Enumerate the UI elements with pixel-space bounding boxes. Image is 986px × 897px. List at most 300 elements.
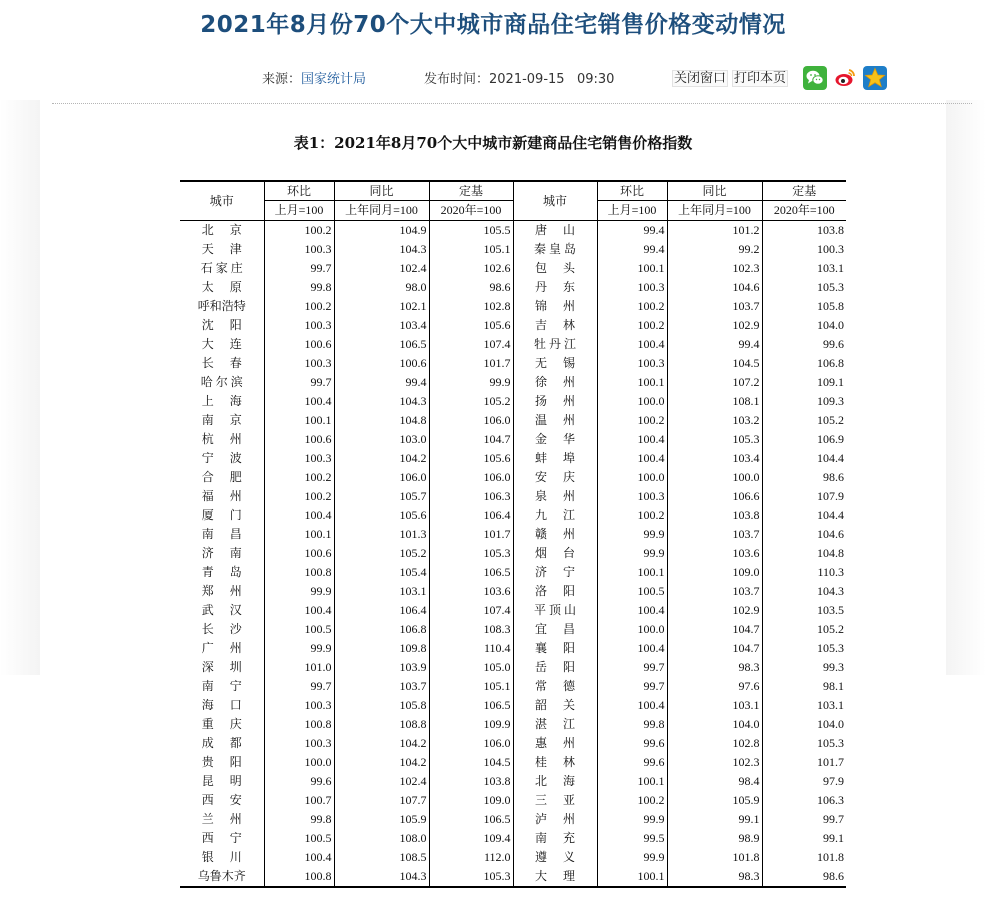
city-name: 韶关 xyxy=(535,698,575,712)
base-index-cell: 106.3 xyxy=(429,487,513,506)
city-name: 合肥 xyxy=(201,470,242,484)
city-cell xyxy=(513,221,597,241)
mom-index-cell: 100.8 xyxy=(264,715,334,734)
city-cell xyxy=(513,392,597,411)
city-cell xyxy=(180,297,264,316)
city-cell xyxy=(180,810,264,829)
yoy-index-cell: 99.4 xyxy=(667,335,762,354)
base-index-cell: 104.7 xyxy=(429,430,513,449)
mom-index-cell: 100.3 xyxy=(597,487,667,506)
yoy-index-cell: 103.9 xyxy=(334,658,429,677)
yoy-index-cell: 106.8 xyxy=(334,620,429,639)
mom-index-cell: 100.6 xyxy=(264,430,334,449)
qzone-share-button[interactable] xyxy=(863,66,887,90)
city-name: 丹东 xyxy=(535,280,575,294)
city-name: 重庆 xyxy=(201,717,242,731)
yoy-index-cell: 104.8 xyxy=(334,411,429,430)
yoy-index-cell: 105.6 xyxy=(334,506,429,525)
base-index-cell: 97.9 xyxy=(762,772,846,791)
base-index-cell: 105.3 xyxy=(429,867,513,887)
city-cell xyxy=(513,468,597,487)
base-index-cell: 106.0 xyxy=(429,468,513,487)
base-index-cell: 104.5 xyxy=(429,753,513,772)
weibo-share-button[interactable] xyxy=(833,66,857,90)
yoy-index-cell: 98.9 xyxy=(667,829,762,848)
city-cell xyxy=(180,601,264,620)
table-row xyxy=(180,316,846,335)
base-index-cell: 100.3 xyxy=(762,240,846,259)
city-name: 北京 xyxy=(201,223,242,237)
city-name: 长沙 xyxy=(201,622,242,636)
city-name: 昆明 xyxy=(201,774,242,788)
base-index-cell: 103.1 xyxy=(762,259,846,278)
city-name: 南宁 xyxy=(201,679,242,693)
yoy-index-cell: 102.4 xyxy=(334,772,429,791)
table-row xyxy=(180,468,846,487)
mom-index-cell: 99.8 xyxy=(597,715,667,734)
yoy-index-cell: 102.3 xyxy=(667,753,762,772)
mom-index-cell: 100.5 xyxy=(597,582,667,601)
city-cell xyxy=(513,791,597,810)
mom-index-cell: 100.2 xyxy=(264,468,334,487)
city-cell xyxy=(180,411,264,430)
mom-index-cell: 100.7 xyxy=(264,791,334,810)
city-cell xyxy=(180,392,264,411)
mom-index-cell: 99.6 xyxy=(264,772,334,791)
table-row xyxy=(180,753,846,772)
yoy-index-cell: 104.7 xyxy=(667,620,762,639)
city-cell xyxy=(180,335,264,354)
source-value: 国家统计局 xyxy=(301,72,367,87)
base-index-cell: 105.2 xyxy=(429,392,513,411)
yoy-index-cell: 101.3 xyxy=(334,525,429,544)
page-title: 2021年8月份70个大中城市商品住宅销售价格变动情况 xyxy=(200,12,786,38)
yoy-index-cell: 102.8 xyxy=(667,734,762,753)
mom-index-cell: 100.3 xyxy=(264,449,334,468)
city-cell xyxy=(513,772,597,791)
base-index-cell: 99.7 xyxy=(762,810,846,829)
city-cell xyxy=(180,848,264,867)
qzone-icon xyxy=(863,66,887,90)
header-city-right: 城市 xyxy=(513,181,597,221)
yoy-index-cell: 105.7 xyxy=(334,487,429,506)
table-row xyxy=(180,430,846,449)
table-row xyxy=(180,335,846,354)
city-name: 杭州 xyxy=(201,432,242,446)
city-name: 平顶山 xyxy=(534,603,576,617)
mom-index-cell: 100.2 xyxy=(597,297,667,316)
city-name: 唐山 xyxy=(535,223,575,237)
table-row xyxy=(180,525,846,544)
base-index-cell: 104.6 xyxy=(762,525,846,544)
mom-index-cell: 100.2 xyxy=(597,411,667,430)
city-name: 九江 xyxy=(535,508,575,522)
city-name: 牡丹江 xyxy=(534,337,576,351)
mom-index-cell: 100.4 xyxy=(597,639,667,658)
city-cell xyxy=(180,525,264,544)
yoy-index-cell: 104.3 xyxy=(334,867,429,887)
yoy-index-cell: 108.8 xyxy=(334,715,429,734)
city-cell xyxy=(513,620,597,639)
city-cell xyxy=(180,221,264,241)
city-cell xyxy=(513,810,597,829)
city-cell xyxy=(180,563,264,582)
base-index-cell: 103.6 xyxy=(429,582,513,601)
publish-label: 发布时间： xyxy=(424,72,490,87)
city-name: 惠州 xyxy=(535,736,575,750)
city-name: 西宁 xyxy=(201,831,242,845)
base-index-cell: 105.6 xyxy=(429,449,513,468)
table-row xyxy=(180,772,846,791)
base-index-cell: 102.6 xyxy=(429,259,513,278)
base-index-cell: 106.9 xyxy=(762,430,846,449)
city-cell xyxy=(180,753,264,772)
base-index-cell: 105.3 xyxy=(762,734,846,753)
yoy-index-cell: 103.8 xyxy=(667,506,762,525)
header-base-right: 定基 xyxy=(762,181,846,201)
yoy-index-cell: 103.7 xyxy=(667,582,762,601)
city-cell xyxy=(513,601,597,620)
city-cell xyxy=(513,278,597,297)
mom-index-cell: 99.9 xyxy=(597,810,667,829)
city-name: 上海 xyxy=(201,394,242,408)
city-cell xyxy=(180,734,264,753)
mom-index-cell: 99.9 xyxy=(597,544,667,563)
yoy-index-cell: 105.9 xyxy=(667,791,762,810)
mom-index-cell: 100.0 xyxy=(597,392,667,411)
city-cell xyxy=(180,430,264,449)
city-cell xyxy=(513,582,597,601)
mom-index-cell: 100.3 xyxy=(264,354,334,373)
city-name: 锦州 xyxy=(535,299,575,313)
city-cell xyxy=(180,677,264,696)
publish-value: 2021-09-15 09:30 xyxy=(489,72,615,87)
yoy-index-cell: 107.7 xyxy=(334,791,429,810)
mom-index-cell: 100.6 xyxy=(264,544,334,563)
mom-index-cell: 99.5 xyxy=(597,829,667,848)
yoy-index-cell: 100.6 xyxy=(334,354,429,373)
city-name: 大连 xyxy=(201,337,242,351)
base-index-cell: 106.8 xyxy=(762,354,846,373)
yoy-index-cell: 103.7 xyxy=(667,297,762,316)
base-index-cell: 101.7 xyxy=(762,753,846,772)
base-index-cell: 109.4 xyxy=(429,829,513,848)
header-divider xyxy=(52,103,972,104)
header-mom-right: 环比 xyxy=(597,181,667,201)
city-cell xyxy=(180,696,264,715)
base-index-cell: 106.3 xyxy=(762,791,846,810)
city-name: 贵阳 xyxy=(201,755,242,769)
table-row xyxy=(180,658,846,677)
table-row xyxy=(180,715,846,734)
subheader-yoy-left: 上年同月=100 xyxy=(334,201,429,221)
table-row xyxy=(180,601,846,620)
yoy-index-cell: 106.6 xyxy=(667,487,762,506)
table-row xyxy=(180,810,846,829)
mom-index-cell: 100.4 xyxy=(597,696,667,715)
yoy-index-cell: 101.2 xyxy=(667,221,762,241)
mom-index-cell: 100.2 xyxy=(597,316,667,335)
base-index-cell: 107.4 xyxy=(429,335,513,354)
base-index-cell: 104.0 xyxy=(762,316,846,335)
yoy-index-cell: 104.2 xyxy=(334,734,429,753)
mom-index-cell: 100.3 xyxy=(264,316,334,335)
mom-index-cell: 100.3 xyxy=(597,278,667,297)
base-index-cell: 105.3 xyxy=(762,639,846,658)
city-cell xyxy=(513,506,597,525)
city-cell xyxy=(180,544,264,563)
base-index-cell: 99.6 xyxy=(762,335,846,354)
mom-index-cell: 100.1 xyxy=(264,411,334,430)
base-index-cell: 99.9 xyxy=(429,373,513,392)
yoy-index-cell: 108.0 xyxy=(334,829,429,848)
mom-index-cell: 99.7 xyxy=(597,658,667,677)
base-index-cell: 103.8 xyxy=(429,772,513,791)
mom-index-cell: 99.9 xyxy=(597,848,667,867)
yoy-index-cell: 102.1 xyxy=(334,297,429,316)
mom-index-cell: 100.6 xyxy=(264,335,334,354)
city-name: 成都 xyxy=(201,736,242,750)
mom-index-cell: 100.8 xyxy=(264,867,334,887)
yoy-index-cell: 103.0 xyxy=(334,430,429,449)
city-name: 无锡 xyxy=(535,356,575,370)
mom-index-cell: 99.7 xyxy=(264,259,334,278)
yoy-index-cell: 104.3 xyxy=(334,392,429,411)
yoy-index-cell: 108.1 xyxy=(667,392,762,411)
city-cell xyxy=(513,563,597,582)
city-name: 金华 xyxy=(535,432,575,446)
city-name: 常德 xyxy=(535,679,575,693)
city-cell xyxy=(513,544,597,563)
table-row xyxy=(180,829,846,848)
mom-index-cell: 99.7 xyxy=(264,677,334,696)
base-index-cell: 99.3 xyxy=(762,658,846,677)
wechat-share-button[interactable] xyxy=(803,66,827,90)
base-index-cell: 105.5 xyxy=(429,221,513,241)
city-cell xyxy=(513,259,597,278)
yoy-index-cell: 109.0 xyxy=(667,563,762,582)
base-index-cell: 109.0 xyxy=(429,791,513,810)
yoy-index-cell: 104.9 xyxy=(334,221,429,241)
base-index-cell: 109.1 xyxy=(762,373,846,392)
mom-index-cell: 100.3 xyxy=(597,354,667,373)
city-name: 银川 xyxy=(201,850,242,864)
left-shade xyxy=(0,100,40,675)
city-cell xyxy=(513,658,597,677)
mom-index-cell: 100.4 xyxy=(597,430,667,449)
table-row xyxy=(180,791,846,810)
city-name: 哈尔滨 xyxy=(200,375,243,389)
base-index-cell: 106.5 xyxy=(429,563,513,582)
base-index-cell: 98.6 xyxy=(429,278,513,297)
yoy-index-cell: 107.2 xyxy=(667,373,762,392)
table-row xyxy=(180,240,846,259)
city-name: 呼和浩特 xyxy=(197,299,246,313)
table-row xyxy=(180,582,846,601)
subheader-yoy-right: 上年同月=100 xyxy=(667,201,762,221)
base-index-cell: 101.8 xyxy=(762,848,846,867)
city-name: 扬州 xyxy=(535,394,575,408)
mom-index-cell: 100.3 xyxy=(264,696,334,715)
city-name: 洛阳 xyxy=(535,584,575,598)
table-row xyxy=(180,487,846,506)
mom-index-cell: 99.9 xyxy=(597,525,667,544)
yoy-index-cell: 104.3 xyxy=(334,240,429,259)
city-cell xyxy=(180,468,264,487)
base-index-cell: 110.3 xyxy=(762,563,846,582)
mom-index-cell: 100.1 xyxy=(597,259,667,278)
mom-index-cell: 100.4 xyxy=(597,449,667,468)
city-cell xyxy=(180,373,264,392)
city-cell xyxy=(180,354,264,373)
city-name: 天津 xyxy=(201,242,242,256)
right-shade xyxy=(946,100,986,675)
city-name: 乌鲁木齐 xyxy=(197,869,246,883)
mom-index-cell: 100.4 xyxy=(264,392,334,411)
yoy-index-cell: 99.2 xyxy=(667,240,762,259)
table-row xyxy=(180,392,846,411)
city-name: 徐州 xyxy=(535,375,575,389)
table-row xyxy=(180,563,846,582)
table-row xyxy=(180,639,846,658)
mom-index-cell: 100.0 xyxy=(264,753,334,772)
source-info xyxy=(262,68,366,87)
yoy-index-cell: 97.6 xyxy=(667,677,762,696)
mom-index-cell: 99.6 xyxy=(597,753,667,772)
city-cell xyxy=(513,354,597,373)
mom-index-cell: 100.5 xyxy=(264,620,334,639)
city-cell xyxy=(180,487,264,506)
mom-index-cell: 100.2 xyxy=(597,791,667,810)
city-name: 安庆 xyxy=(535,470,575,484)
mom-index-cell: 99.4 xyxy=(597,221,667,241)
table-row xyxy=(180,734,846,753)
yoy-index-cell: 105.3 xyxy=(667,430,762,449)
mom-index-cell: 100.1 xyxy=(264,525,334,544)
base-index-cell: 105.2 xyxy=(762,620,846,639)
yoy-index-cell: 98.3 xyxy=(667,867,762,887)
mom-index-cell: 99.7 xyxy=(597,677,667,696)
base-index-cell: 106.5 xyxy=(429,810,513,829)
city-cell xyxy=(513,316,597,335)
yoy-index-cell: 103.7 xyxy=(334,677,429,696)
yoy-index-cell: 104.2 xyxy=(334,449,429,468)
yoy-index-cell: 102.4 xyxy=(334,259,429,278)
mom-index-cell: 99.7 xyxy=(264,373,334,392)
print-page-button[interactable]: 打印本页 xyxy=(734,71,787,86)
close-window-button[interactable]: 关闭窗口 xyxy=(674,71,727,86)
mom-index-cell: 100.2 xyxy=(264,297,334,316)
mom-index-cell: 99.8 xyxy=(264,278,334,297)
table-row xyxy=(180,506,846,525)
table-row xyxy=(180,221,846,241)
base-index-cell: 105.3 xyxy=(762,278,846,297)
base-index-cell: 104.3 xyxy=(762,582,846,601)
yoy-index-cell: 103.4 xyxy=(667,449,762,468)
yoy-index-cell: 98.3 xyxy=(667,658,762,677)
city-cell xyxy=(513,525,597,544)
base-index-cell: 98.1 xyxy=(762,677,846,696)
base-index-cell: 110.4 xyxy=(429,639,513,658)
base-index-cell: 104.8 xyxy=(762,544,846,563)
city-cell xyxy=(513,240,597,259)
price-index-table xyxy=(180,180,846,888)
city-cell xyxy=(180,772,264,791)
table-caption: 表1：2021年8月70个大中城市新建商品住宅销售价格指数 xyxy=(293,134,693,152)
city-name: 济宁 xyxy=(535,565,575,579)
city-cell xyxy=(180,240,264,259)
city-cell xyxy=(513,867,597,887)
city-cell xyxy=(180,278,264,297)
mom-index-cell: 99.9 xyxy=(264,582,334,601)
mom-index-cell: 100.0 xyxy=(597,620,667,639)
mom-index-cell: 100.3 xyxy=(264,734,334,753)
city-name: 泸州 xyxy=(535,812,575,826)
city-cell xyxy=(180,715,264,734)
city-cell xyxy=(513,734,597,753)
city-cell xyxy=(513,487,597,506)
base-index-cell: 103.8 xyxy=(762,221,846,241)
table-row xyxy=(180,354,846,373)
header-yoy-right: 同比 xyxy=(667,181,762,201)
city-name: 南充 xyxy=(535,831,575,845)
wechat-icon xyxy=(803,66,827,90)
yoy-index-cell: 98.4 xyxy=(667,772,762,791)
mom-index-cell: 100.2 xyxy=(597,506,667,525)
mom-index-cell: 100.1 xyxy=(597,772,667,791)
city-name: 烟台 xyxy=(535,546,575,560)
yoy-index-cell: 105.4 xyxy=(334,563,429,582)
city-cell xyxy=(180,620,264,639)
city-name: 襄阳 xyxy=(535,641,575,655)
base-index-cell: 106.4 xyxy=(429,506,513,525)
city-cell xyxy=(513,829,597,848)
city-name: 福州 xyxy=(201,489,242,503)
mom-index-cell: 100.2 xyxy=(264,487,334,506)
city-name: 岳阳 xyxy=(535,660,575,674)
city-name: 西安 xyxy=(201,793,242,807)
yoy-index-cell: 102.9 xyxy=(667,601,762,620)
city-name: 厦门 xyxy=(201,508,242,522)
base-index-cell: 105.0 xyxy=(429,658,513,677)
city-name: 广州 xyxy=(201,641,242,655)
mom-index-cell: 99.8 xyxy=(264,810,334,829)
city-cell xyxy=(513,449,597,468)
yoy-index-cell: 105.2 xyxy=(334,544,429,563)
yoy-index-cell: 106.0 xyxy=(334,468,429,487)
yoy-index-cell: 104.7 xyxy=(667,639,762,658)
city-name: 兰州 xyxy=(201,812,242,826)
base-index-cell: 105.1 xyxy=(429,677,513,696)
mom-index-cell: 99.9 xyxy=(264,639,334,658)
base-index-cell: 105.2 xyxy=(762,411,846,430)
yoy-index-cell: 103.4 xyxy=(334,316,429,335)
yoy-index-cell: 108.5 xyxy=(334,848,429,867)
mom-index-cell: 99.6 xyxy=(597,734,667,753)
mom-index-cell: 100.1 xyxy=(597,373,667,392)
city-name: 遵义 xyxy=(535,850,575,864)
city-name: 包头 xyxy=(535,261,575,275)
city-cell xyxy=(513,696,597,715)
city-name: 郑州 xyxy=(201,584,242,598)
yoy-index-cell: 98.0 xyxy=(334,278,429,297)
header-base-left: 定基 xyxy=(429,181,513,201)
base-index-cell: 102.8 xyxy=(429,297,513,316)
yoy-index-cell: 106.5 xyxy=(334,335,429,354)
yoy-index-cell: 103.7 xyxy=(667,525,762,544)
base-index-cell: 108.3 xyxy=(429,620,513,639)
base-index-cell: 105.1 xyxy=(429,240,513,259)
